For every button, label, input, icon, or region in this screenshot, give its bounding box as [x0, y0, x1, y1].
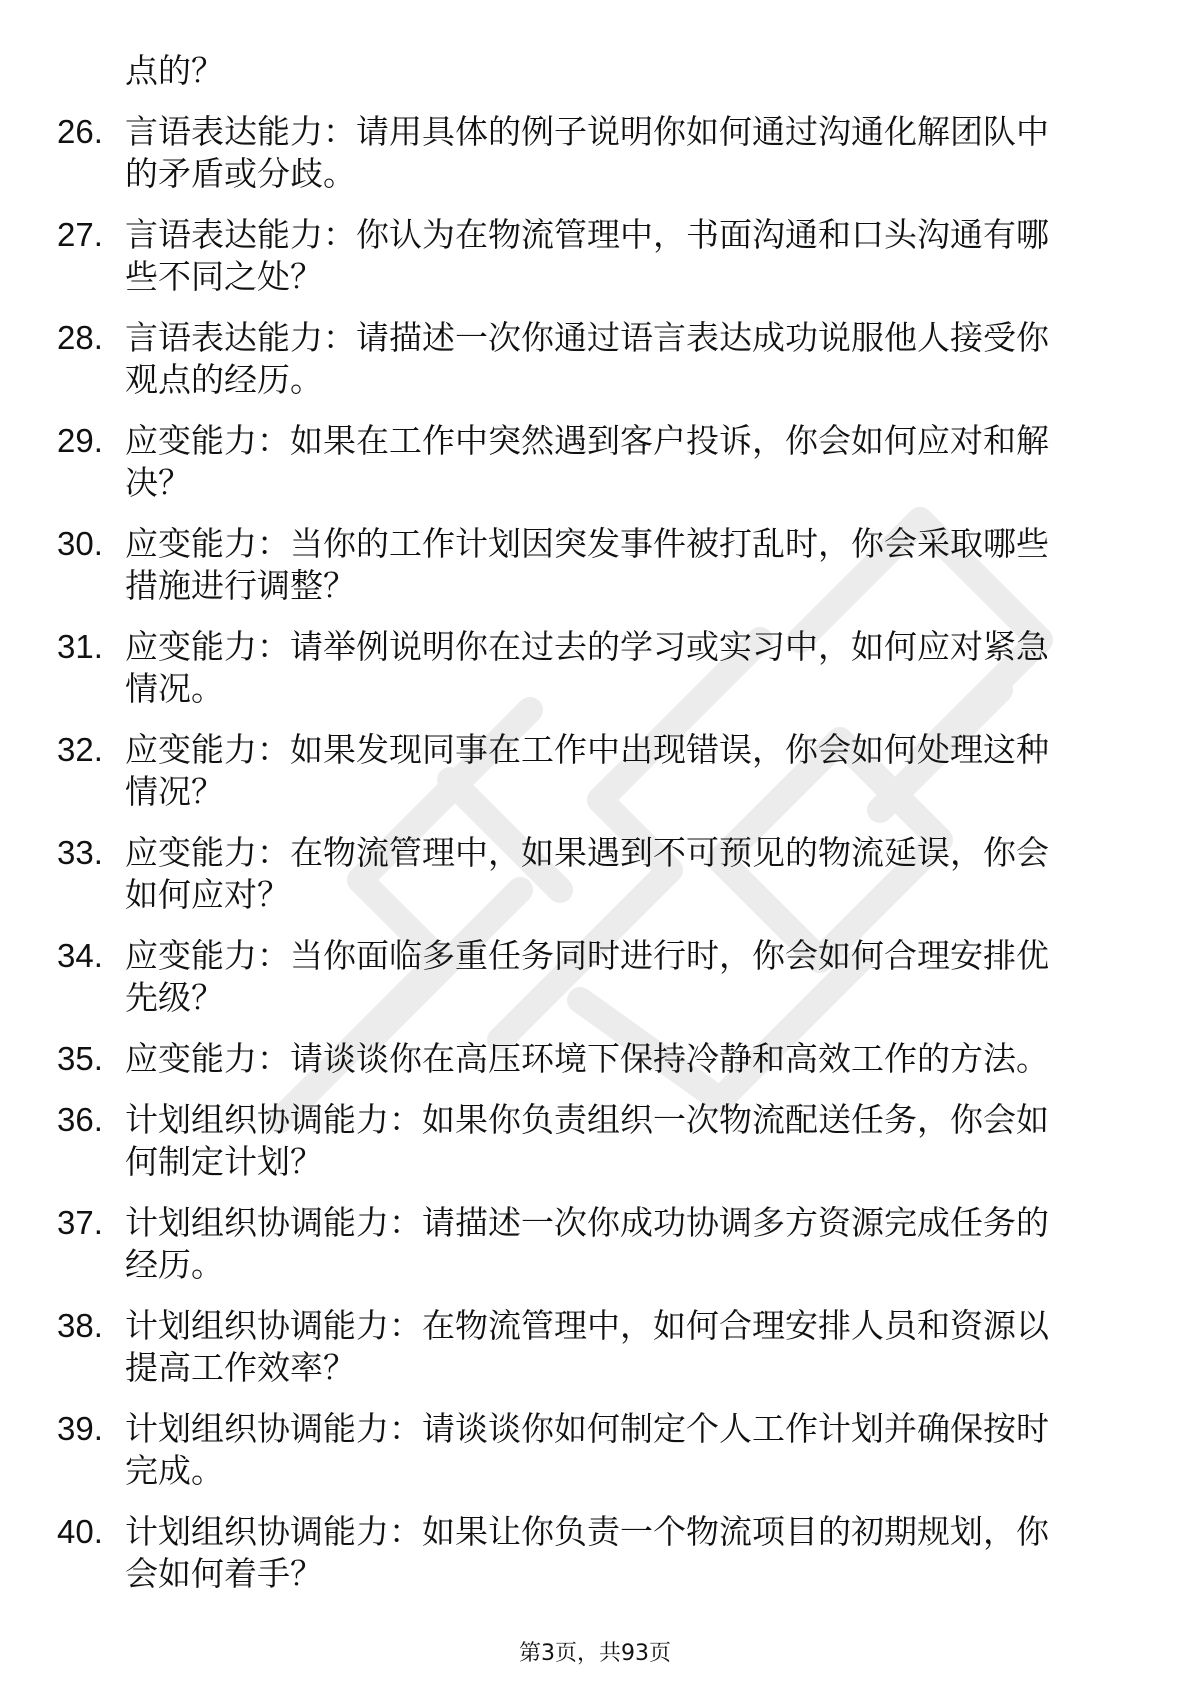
item-number: 37.: [57, 1204, 103, 1241]
list-item: [0, 729, 1190, 813]
item-number: 40.: [57, 1513, 103, 1550]
list-item: [0, 1038, 1190, 1080]
item-text-line: 提高工作效率？: [125, 1348, 356, 1387]
item-number: 38.: [57, 1307, 103, 1344]
item-text-line: 计划组织协调能力：在物流管理中，如何合理安排人员和资源以: [125, 1306, 1049, 1345]
item-text: [125, 935, 1110, 1019]
continuation-line: 点的？: [125, 51, 224, 90]
item-text-line: 应变能力：在物流管理中，如果遇到不可预见的物流延误，你会: [125, 833, 1049, 872]
item-number: 35.: [57, 1040, 103, 1077]
item-text-line: 应变能力：当你的工作计划因突发事件被打乱时，你会采取哪些: [125, 524, 1049, 563]
item-number: 34.: [57, 937, 103, 974]
list-item: [0, 1099, 1190, 1183]
item-text: [125, 832, 1110, 916]
item-text-line: 应变能力：当你面临多重任务同时进行时，你会如何合理安排优: [125, 936, 1049, 975]
item-text: [125, 1038, 1110, 1080]
item-text: [125, 420, 1110, 504]
item-text-line: 决？: [125, 463, 191, 502]
item-text-line: 计划组织协调能力：如果你负责组织一次物流配送任务，你会如: [125, 1100, 1049, 1139]
list-item: [0, 111, 1190, 195]
item-number: 26.: [57, 113, 103, 150]
item-text: [125, 1202, 1110, 1286]
item-text: [125, 1099, 1110, 1183]
item-text: [125, 1408, 1110, 1492]
list-item: [0, 420, 1190, 504]
item-text-line: 言语表达能力：请描述一次你通过语言表达成功说服他人接受你: [125, 318, 1049, 357]
item-text: [125, 317, 1110, 401]
item-text-line: 情况？: [125, 772, 224, 811]
item-text-line: 先级？: [125, 978, 224, 1017]
item-text: [125, 1511, 1110, 1595]
item-text-line: 观点的经历。: [125, 360, 323, 399]
item-text-line: 计划组织协调能力：请谈谈你如何制定个人工作计划并确保按时: [125, 1409, 1049, 1448]
item-text-line: 计划组织协调能力：请描述一次你成功协调多方资源完成任务的: [125, 1203, 1049, 1242]
item-text-line: 情况。: [125, 669, 224, 708]
item-text-line: 言语表达能力：你认为在物流管理中，书面沟通和口头沟通有哪: [125, 215, 1049, 254]
item-text: [125, 1305, 1110, 1389]
item-text: [125, 523, 1110, 607]
item-text-line: 措施进行调整？: [125, 566, 356, 605]
item-text-line: 的矛盾或分歧。: [125, 154, 356, 193]
list-item: [0, 523, 1190, 607]
item-text-line: 何制定计划？: [125, 1142, 323, 1181]
item-number: 36.: [57, 1101, 103, 1138]
list-item: [0, 626, 1190, 710]
page-number-footer: 第3页，共93页: [519, 1641, 671, 1666]
item-text: [125, 214, 1110, 298]
item-text-line: 会如何着手？: [125, 1554, 323, 1593]
item-text-line: 应变能力：请谈谈你在高压环境下保持冷静和高效工作的方法。: [125, 1039, 1049, 1078]
item-number: 28.: [57, 319, 103, 356]
list-item: [0, 935, 1190, 1019]
item-text-line: 计划组织协调能力：如果让你负责一个物流项目的初期规划，你: [125, 1512, 1049, 1551]
item-text-line: 经历。: [125, 1245, 224, 1284]
list-item: [0, 832, 1190, 916]
item-text-line: 应变能力：请举例说明你在过去的学习或实习中，如何应对紧急: [125, 627, 1049, 666]
item-text-line: 应变能力：如果发现同事在工作中出现错误，你会如何处理这种: [125, 730, 1049, 769]
item-text: [125, 729, 1110, 813]
list-item: [0, 1408, 1190, 1492]
item-number: 32.: [57, 731, 103, 768]
item-text-line: 完成。: [125, 1451, 224, 1490]
item-number: 29.: [57, 422, 103, 459]
list-item: [0, 317, 1190, 401]
item-text-line: 应变能力：如果在工作中突然遇到客户投诉，你会如何应对和解: [125, 421, 1049, 460]
list-item: [0, 214, 1190, 298]
item-number: 39.: [57, 1410, 103, 1447]
item-text: [125, 626, 1110, 710]
list-item: [0, 1305, 1190, 1389]
list-item: [0, 1202, 1190, 1286]
item-text-line: 如何应对？: [125, 875, 290, 914]
item-number: 27.: [57, 216, 103, 253]
item-text: [125, 111, 1110, 195]
item-number: 30.: [57, 525, 103, 562]
question-list: [0, 50, 1190, 1614]
item-text-line: 言语表达能力：请用具体的例子说明你如何通过沟通化解团队中: [125, 112, 1049, 151]
list-item: [0, 1511, 1190, 1595]
item-number: 33.: [57, 834, 103, 871]
item-text-line: 些不同之处？: [125, 257, 323, 296]
item-number: 31.: [57, 628, 103, 665]
